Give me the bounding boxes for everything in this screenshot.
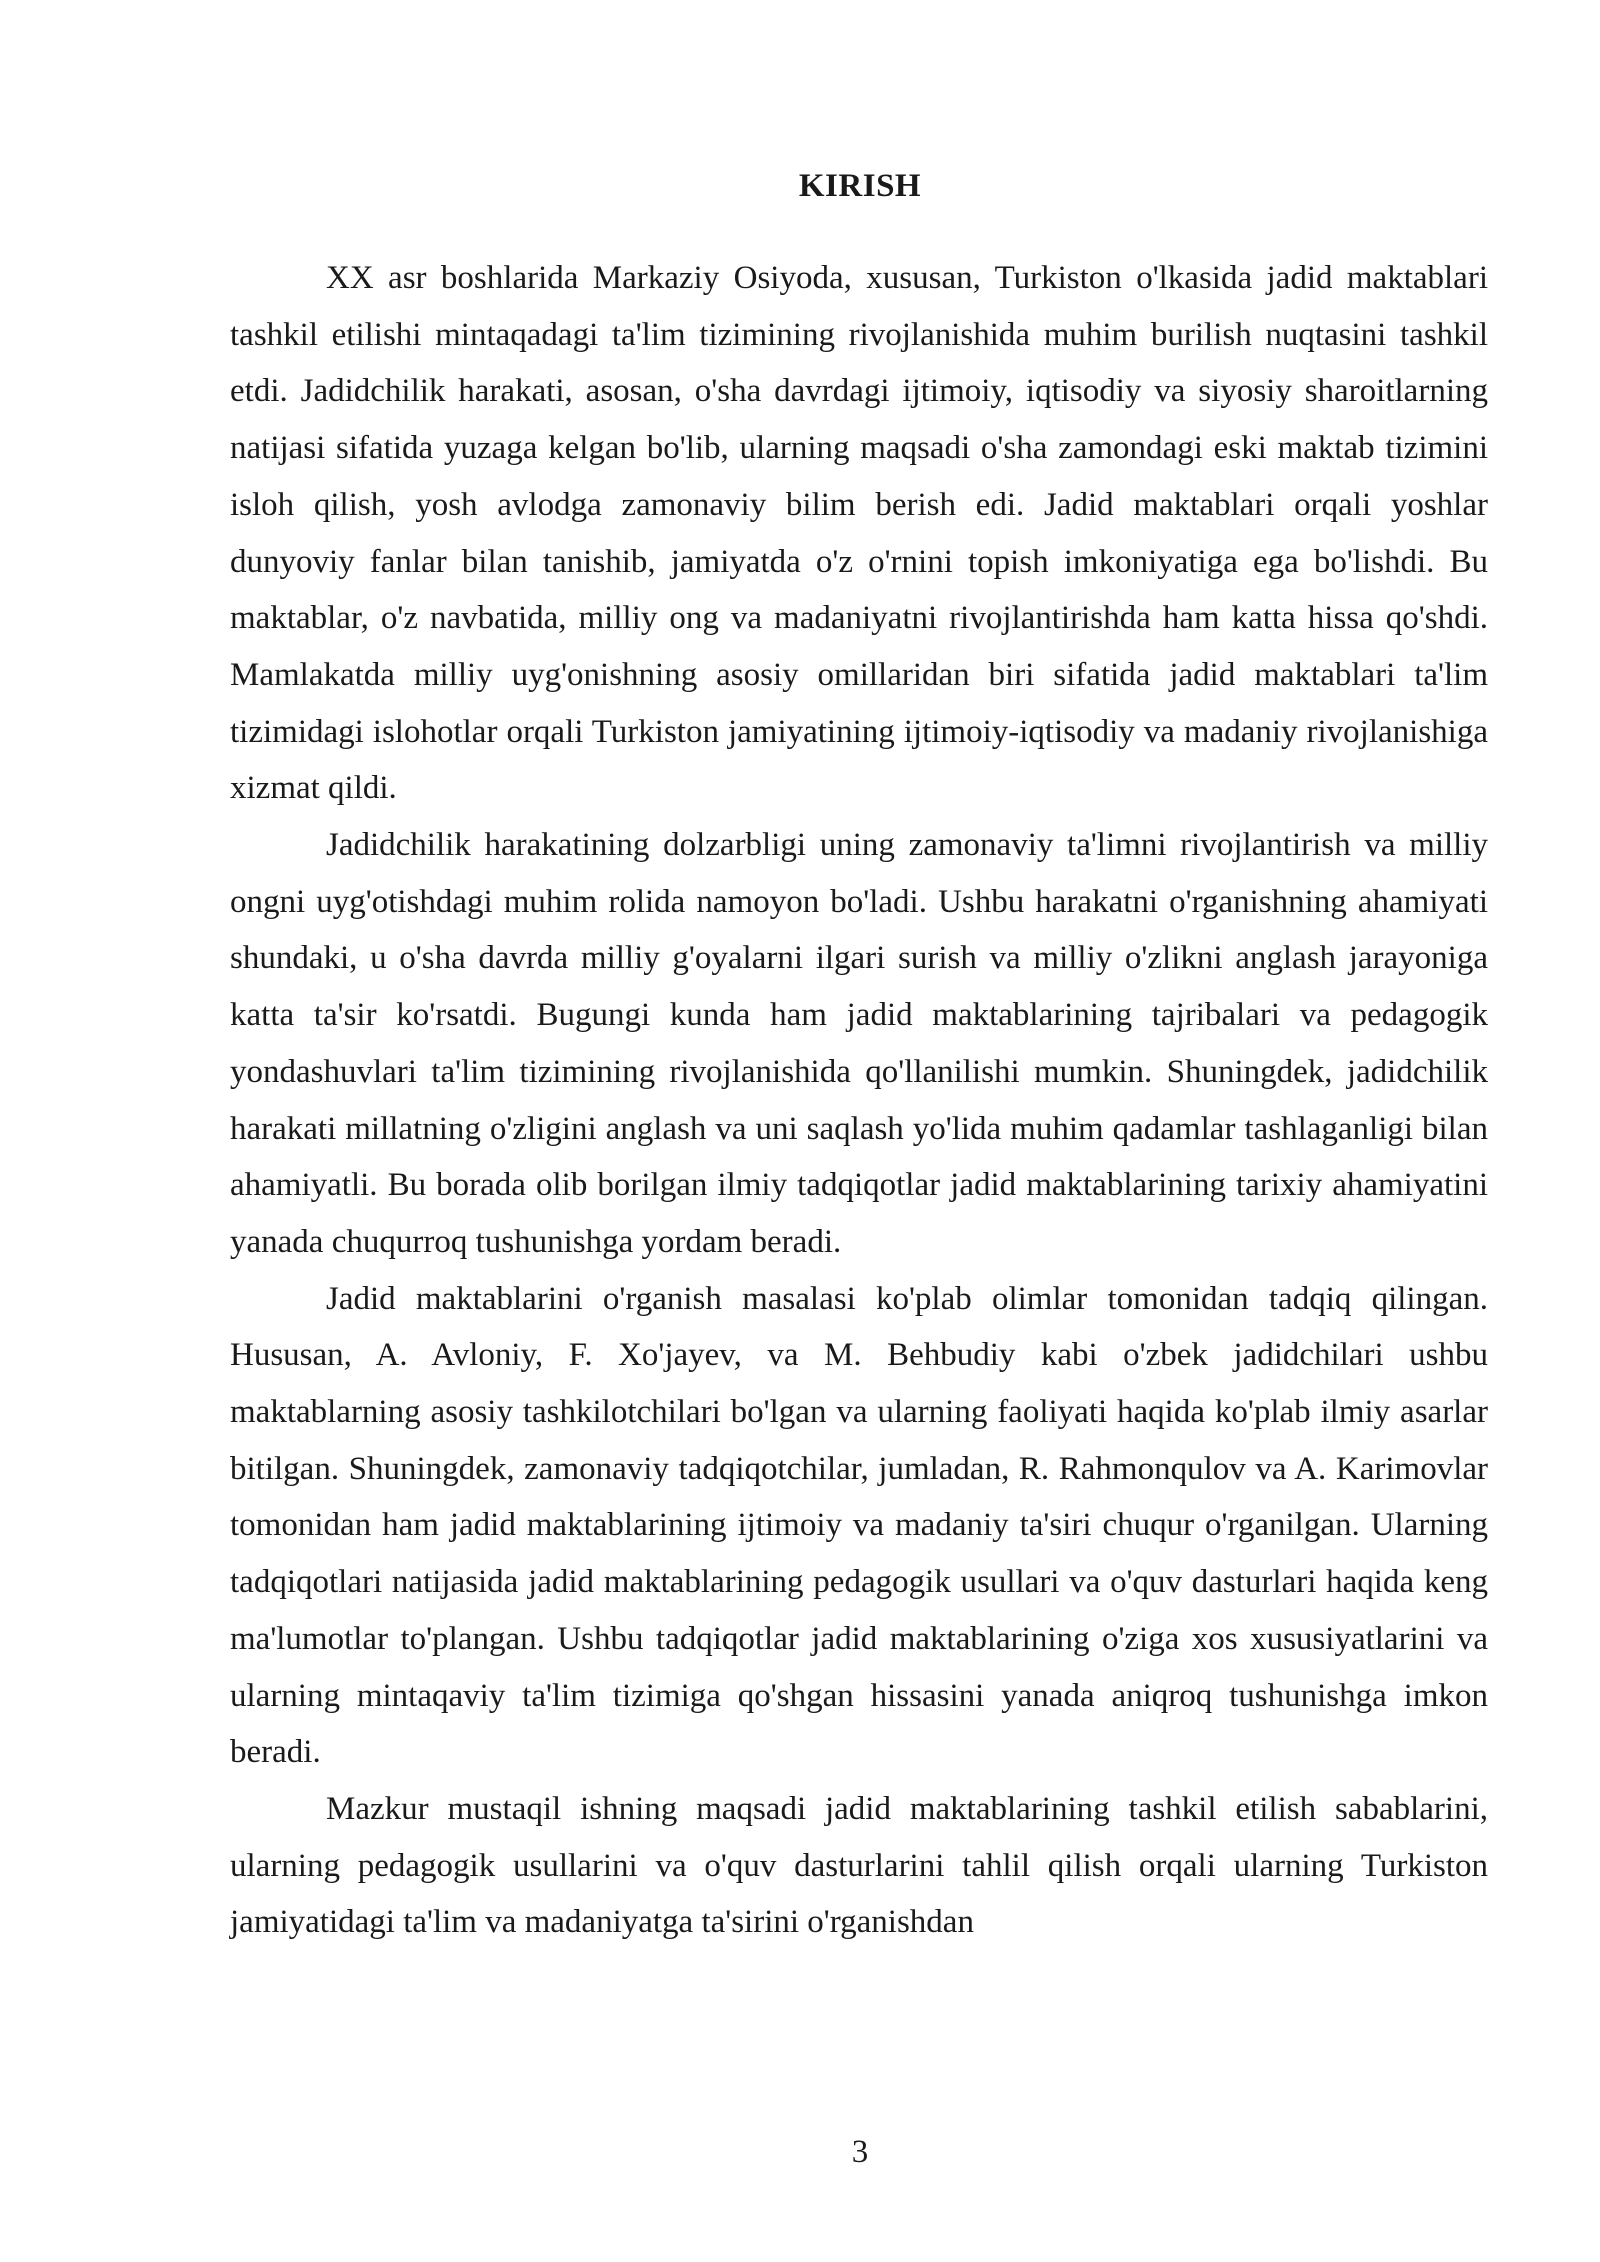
paragraph-2: Jadidchilik harakatining dolzarbligi uning zamonaviy ta'limni rivojlantirish va milliy ongni uyg'otishdagi muhim rolida namoyon bo'ladi. Ushbu harakatni o'rganishning ahamiyati shundaki, u o'sha davrda milliy g'oyalarni ilgari surish va milliy o'zlikni anglash jarayoniga katta ta'sir ko'rsatdi. Bugungi kunda ham jadid maktablarining tajribalari va pedagogik yondashuvlari ta'lim tizimining rivojlanishida qo'llanilishi mumkin. Shuningdek, jadidchilik harakati millatning o'zligini anglash va uni saqlash yo'lida muhim qadamlar tashlaganligi bilan ahamiyatli. Bu borada olib borilgan ilmiy tadqiqotlar jadid maktablarining tarixiy ahamiyatini yanada chuqurroq tushunishga yordam beradi. (230, 827, 1488, 1260)
paragraph-1: XX asr boshlarida Markaziy Osiyoda, xususan, Turkiston o'lkasida jadid maktablari tashkil etilishi mintaqadagi ta'lim tizimining rivojlanishida muhim burilish nuqtasini tashkil etdi. Jadidchilik harakati, asosan, o'sha davrdagi ijtimoiy, iqtisodiy va siyosiy sharoitlarning natijasi sifatida yuzaga kelgan bo'lib, ularning maqsadi o'sha zamondagi eski maktab tizimini isloh qilish, yosh avlodga zamonaviy bilim berish edi. Jadid maktablari orqali yoshlar dunyoviy fanlar bilan tanishib, jamiyatda o'z o'rnini topish imkoniyatiga ega bo'lishdi. Bu maktablar, o'z navbatida, milliy ong va madaniyatni rivojlantirishda ham katta hissa qo'shdi. Mamlakatda milliy uyg'onishning asosiy omillaridan biri sifatida jadid maktablari ta'lim tizimidagi islohotlar orqali Turkiston jamiyatining ijtimoiy-iqtisodiy va madaniy rivojlanishiga xizmat qildi. (230, 260, 1488, 807)
body-text (230, 250, 1488, 1951)
page-number: 3 (851, 2134, 869, 2170)
paragraph-4: Mazkur mustaqil ishning maqsadi jadid maktablarining tashkil etilish sabablarini, ularning pedagogik usullarini va o'quv dasturlarini tahlil qilish orqali ularning Turkiston jamiyatidagi ta'lim va madaniyatga ta'sirini o'rganishdan (230, 1790, 1488, 1941)
section-title: KIRISH (798, 168, 922, 204)
paragraph-3: Jadid maktablarini o'rganish masalasi ko'plab olimlar tomonidan tadqiq qilingan. Hususan, A. Avloniy, F. Xo'jayev, va M. Behbudiy kabi o'zbek jadidchilari ushbu maktablarning asosiy tashkilotchilari bo'lgan va ularning faoliyati haqida ko'plab ilmiy asarlar bitilgan. Shuningdek, zamonaviy tadqiqotchilar, jumladan, R. Rahmonqulov va A. Karimovlar tomonidan ham jadid maktablarining ijtimoiy va madaniy ta'siri chuqur o'rganilgan. Ularning tadqiqotlari natijasida jadid maktablarining pedagogik usullari va o'quv dasturlari haqida keng ma'lumotlar to'plangan. Ushbu tadqiqotlar jadid maktablarining o'ziga xos xususiyatlarini va ularning mintaqaviy ta'lim tizimiga qo'shgan hissasini yanada aniqroq tushunishga imkon beradi. (230, 1280, 1488, 1771)
